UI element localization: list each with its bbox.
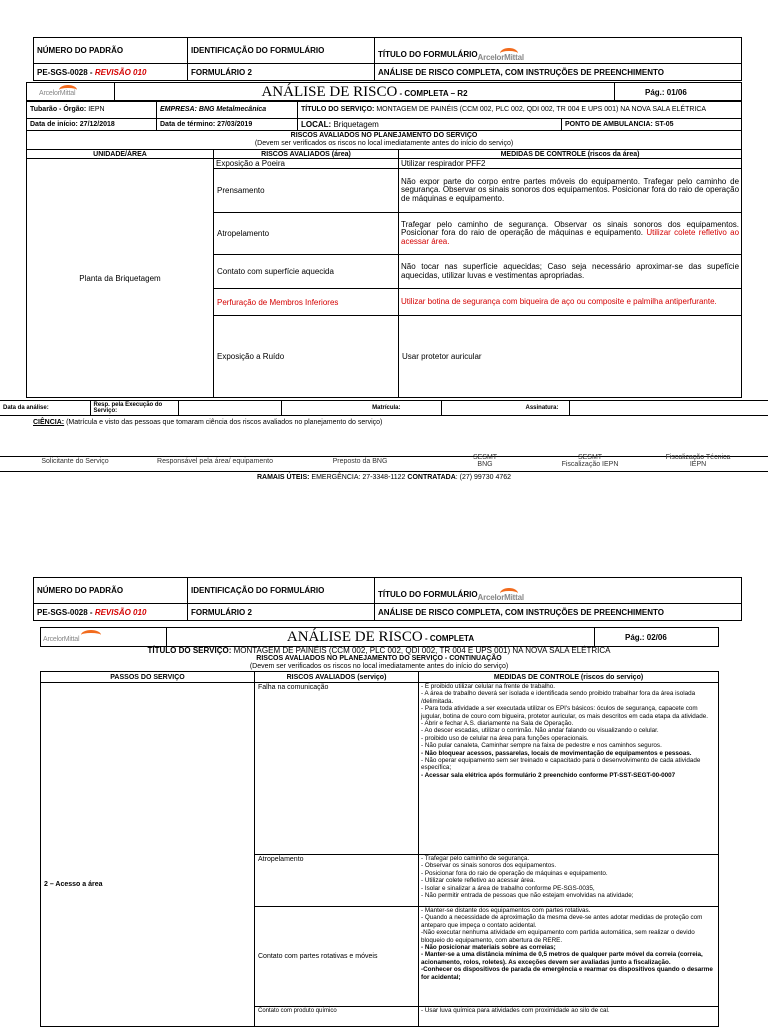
header-col2-label: IDENTIFICAÇÃO DO FORMULÁRIO [188,38,375,64]
control-measure-item: - Utilizar colete refletivo ao acessar área. [421,877,536,885]
medida-row: Trafegar pelo caminho de segurança. Observar os sinais sonoros dos equipamentos. Posicionar fora do raio de operação de máquinas e equipamento. Utilizar colete refletivo ao acessar área. [399,213,742,255]
medida-red: Utilizar colete refletivo ao acessar área. [401,228,740,246]
header-col1-label: NÚMERO DO PADRÃO [34,38,188,64]
control-measure-item: - Isolar e sinalizar a área de trabalho conforme PE-SGS-0035, [421,884,595,892]
control-measure-item: - Não bloquear acessos, passarelas, locais de movimentação de equipamentos e pessoas. [421,749,692,757]
riscos-title: RISCOS AVALIADOS NO PLANEJAMENTO DO SERVIÇO [290,132,478,139]
col-riscos-servico: RISCOS AVALIADOS (serviço) [255,672,419,683]
header-col1-label: NÚMERO DO PADRÃO [34,578,188,604]
page2-page-number: Pág.: 02/06 [595,628,719,647]
risco-row: Exposição a Ruído [214,316,399,398]
passo-servico: 2 – Acesso a área [41,683,255,1027]
medida-row: Utilizar respirador PFF2 [399,159,742,169]
col-medidas: MEDIDAS DE CONTROLE (riscos da área) [399,150,742,159]
matricula[interactable]: Matrícula: [281,401,441,416]
medida-row: Não expor parte do corpo entre partes móveis do equipamento. Trafegar pelo caminho de segurança. Observar os sinais sonoros dos equipamentos. Posicionar fora do raio de operação de máquinas e equipamento. [399,169,742,213]
medida-row: Utilizar botina de segurança com biqueira de aço ou composite e palmilha antiperfurante. [399,289,742,316]
header-code: PE-SGS-0028 - REVISÃO 010 [34,604,188,621]
header-form-title: ANÁLISE DE RISCO COMPLETA, COM INSTRUÇÕES DE PREENCHIMENTO [375,604,742,621]
control-measure-item: - Posicionar fora do raio de operação de máquinas e equipamento. [421,869,608,877]
risco-servico-row: Contato com partes rotativas e móveis [255,907,419,1007]
control-measure-item: -Não executar nenhuma atividade em equipamento com partida automática, sem realizar o devido bloqueio do equipamento, com abertura de RERE. [421,929,695,944]
riscos-note: (Devem ser verificados os riscos no local imediatamente antes do início do serviço) [254,140,514,147]
page2-titulo-servico: TÍTULO DO SERVIÇO: MONTAGEM DE PAINÉIS (CCM 002, PLC 002, QDI 002, TR 004 E UPS 001) NA NOVA SALA ELÉTRICA [147,646,611,655]
page1-risk-table [26,130,742,398]
control-measure-item: -Conhecer os dispositivos de parada de emergência e rearmar os dispositivos quando o desarme for acidental; [421,966,713,981]
col-unidade: UNIDADE/ÁREA [27,150,214,159]
signature-solicitante[interactable]: Solicitante do Serviço [41,458,109,465]
control-measure-item: - Para toda atividade a ser executada utilizar os EPI's básicos: óculos de segurança, capacete com jugular, botina de couro com bigueira, protetor auricular, os mais descritos em cada etapa da atividade. [421,705,709,720]
control-measure-item: - Não pular canaleta, Caminhar sempre na faixa de pedestre e nos caminhos seguros. [421,742,662,750]
empresa: EMPRESA: BNG Metalmecânica [157,101,298,119]
risco-row: Prensamento [214,169,399,213]
page1-title: ANÁLISE DE RISCO - COMPLETA – R2 [115,83,615,102]
ramais-line [0,471,768,472]
header-col2-label: IDENTIFICAÇÃO DO FORMULÁRIO [188,578,375,604]
riscos-title-cell [27,131,742,150]
revision-label: REVISÃO 010 [94,67,147,77]
unidade-area: Planta da Briquetagem [27,159,214,398]
resp-execucao: Resp. pela Execução do Serviço: [90,401,178,416]
control-measure-item: - Usar luva química para atividades com proximidade ao silo de cal. [421,1007,610,1014]
signature-sesmt-bng[interactable]: SESMT BNG [472,454,498,468]
header-code: PE-SGS-0028 - REVISÃO 010 [34,64,188,81]
header-col3-label: TÍTULO DO FORMULÁRIO [378,50,478,60]
control-measure-item: - Não permitir entrada de pessoas que não estejam envolvidas na atividade; [421,892,634,900]
resp-execucao-value[interactable] [178,401,281,416]
signature-preposto[interactable]: Preposto da BNG [332,458,388,465]
control-measure-item: - Quando a necessidade de aproximação da mesma deve-se antes adotar medidas de proteção com anteparo que impeça o contato acidental. [421,914,703,929]
control-measure-item: - Trafegar pelo caminho de segurança. [421,855,530,862]
risco-row: Perfuração de Membros Inferiores [214,289,399,316]
data-termino: Data de término: 27/03/2019 [157,119,298,131]
arcelormittal-logo: ArcelorMittal [41,630,141,644]
data-inicio: Data de início: 27/12/2018 [27,119,157,131]
page1-logo-cell [27,83,115,102]
assinatura-value[interactable] [569,401,768,416]
signature-sesmt-iepn[interactable]: SESMT Fiscalização IEPN [561,454,619,468]
medida-row: Não tocar nas superfície aquecidas; Caso seja necessário aproximar-se das supefície aquecidas, utilizar luvas e vestimentas apropriadas. [399,255,742,289]
col-medidas-servico: MEDIDAS DE CONTROLE (riscos do serviço) [419,672,719,683]
medida-servico-row [419,855,719,907]
page1-info [26,100,742,131]
page2-title-bar [40,627,719,647]
header-col3 [375,38,742,64]
assinatura[interactable]: Assinatura: [441,401,569,416]
control-measure-item: - Ao descer escadas, utilizar o corrimão. Não andar falando ou visualizando o celular. [421,727,659,735]
risco-servico-row: Atropelamento [255,855,419,907]
form-header [33,37,742,81]
control-measure-item: - Manter-se a uma distância mínima de 0,5 metros de qualquer parte móvel da correia (correia, acionamento, rolos, roletes). As exceções devem ser avaliadas junto a fiscalização. [421,951,703,966]
page1-title-bar [26,82,742,102]
page2-logo-cell [41,628,167,647]
col-riscos: RISCOS AVALIADOS (área) [214,150,399,159]
header-form: FORMULÁRIO 2 [188,604,375,621]
signature-fiscalizacao[interactable]: Fiscalização Técnica IEPN [665,454,731,468]
tubarao-orgao: Tubarão - Órgão: IEPN [27,101,157,119]
risco-row: Atropelamento [214,213,399,255]
control-measure-item: - A área de trabalho deverá ser isolada e identificada sendo proibido trabalhar fora da área isolada /delimitada. [421,690,696,705]
header-col3: TÍTULO DO FORMULÁRIO ArcelorMittal [375,578,742,604]
control-measure-item: - Abrir e fechar A.S. diariamente na Sala de Operação. [421,720,574,728]
arcelormittal-logo: ArcelorMittal [27,85,107,98]
control-measure-item: - proibido uso de celular na área para funções operacionais. [421,734,589,742]
control-measure-item: - É proibido utilizar celular na frente de trabalho. [421,683,556,690]
control-measure-item: - Acessar sala elétrica após formulário 2 preenchido conforme PT-SST-SEGT-00-0007 [421,771,676,779]
data-analise: Data da análise: [0,401,90,416]
control-measure-item: - Observar os sinais sonoros dos equipamentos. [421,862,557,870]
control-measure-item: - Não posicionar materiais sobre as correias; [421,944,556,952]
medida-servico-row [419,907,719,1007]
page2-riscos-title: RISCOS AVALIADOS NO PLANEJAMENTO DO SERVIÇO - CONTINUAÇÃO [256,655,502,662]
medida-row: Usar protetor auricular [399,316,742,398]
risco-row: Exposição a Poeira [214,159,399,169]
risco-row: Contato com superfície aquecida [214,255,399,289]
ramais-uteis: RAMAIS ÚTEIS: EMERGÊNCIA: 27-3348-1122 CONTRATADA: (27) 99730 4762 [256,474,512,481]
local: LOCAL: Briquetagem [298,119,562,131]
page1-analysis-row [0,400,768,416]
signature-responsavel[interactable]: Responsável pela área/ equipamento [157,458,273,465]
risco-servico-row: Contato com produto químico [255,1007,419,1027]
form-header-2 [33,577,742,621]
control-measure-item: - Manter-se distante dos equipamentos com partes rotativas. [421,907,591,914]
arcelormittal-logo: ArcelorMittal [478,48,536,62]
titulo-servico: TÍTULO DO SERVIÇO: MONTAGEM DE PAINÉIS (CCM 002, PLC 002, QDI 002, TR 004 E UPS 001) NA NOVA SALA ELÉTRICA [298,101,742,119]
control-measure-item: - Não operar equipamento sem ser treinado e capacitado para o desenvolvimento de cada atividade específica; [421,757,701,772]
page2-riscos-note: (Devem ser verificados os riscos no local imediatamente antes do início do serviço) [249,663,509,670]
col-passos: PASSOS DO SERVIÇO [41,672,255,683]
ciencia-line: CIÊNCIA: (Matrícula e visto das pessoas que tomaram ciência dos riscos avaliados no planejamento do serviço) [33,419,383,426]
page2-title: ANÁLISE DE RISCO - COMPLETA [167,628,595,647]
arcelormittal-logo: ArcelorMittal [478,588,536,602]
medida-servico-row [419,683,719,855]
ponto-ambulancia: PONTO DE AMBULANCIA: ST-05 [562,119,742,131]
risco-servico-row: Falha na comunicação [255,683,419,855]
page2-risk-table [40,671,719,1027]
header-form-title: ANÁLISE DE RISCO COMPLETA, COM INSTRUÇÕES DE PREENCHIMENTO [375,64,742,81]
page1-page-number: Pág.: 01/06 [615,83,742,102]
header-form: FORMULÁRIO 2 [188,64,375,81]
